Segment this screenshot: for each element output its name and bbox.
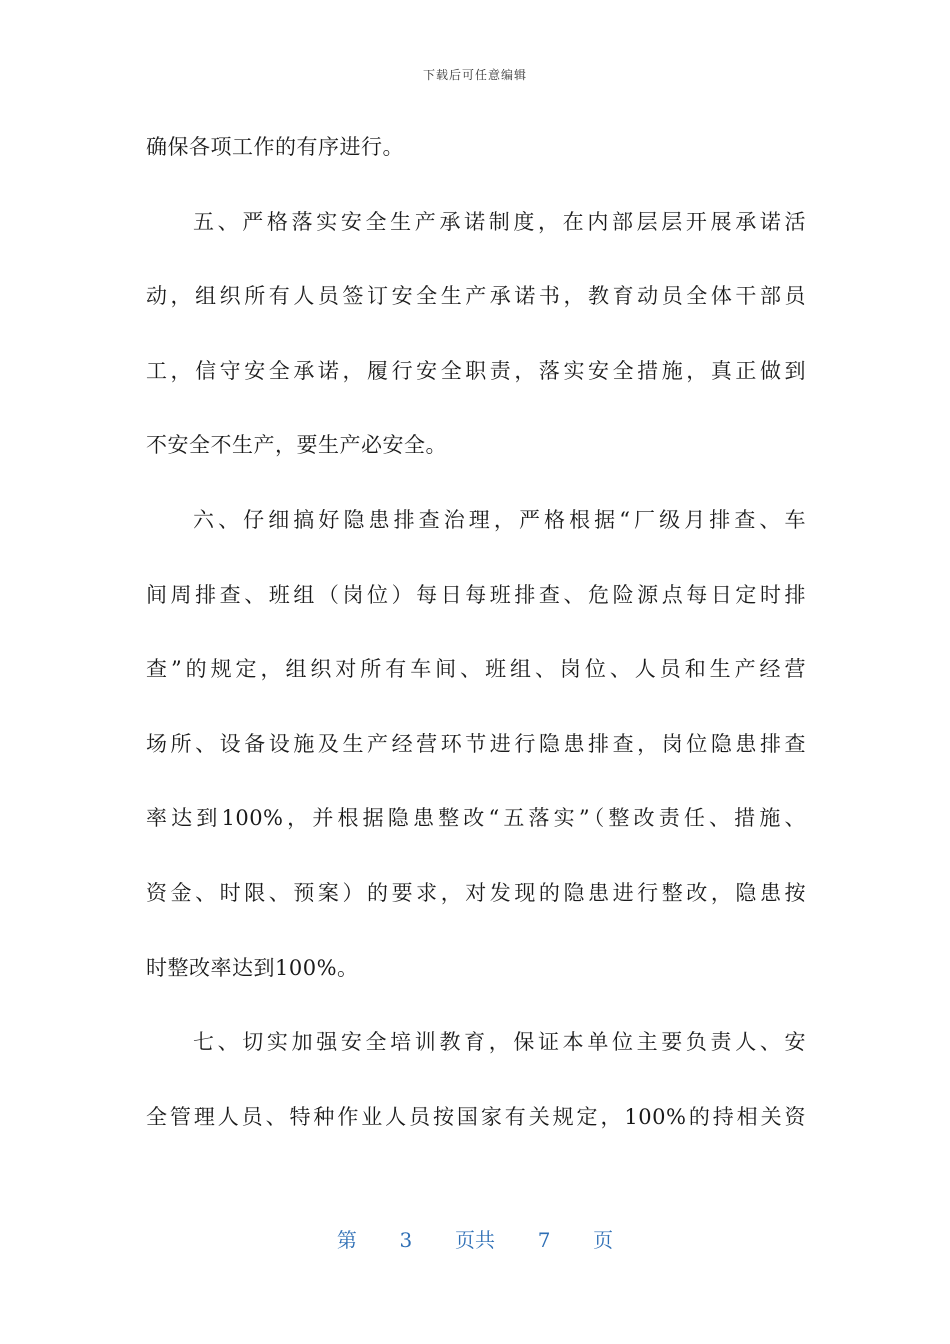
- text-line: 场所、设备设施及生产经营环节进行隐患排查，岗位隐患排查: [146, 731, 806, 756]
- text-line: 五、严格落实安全生产承诺制度，在内部层层开展承诺活: [193, 209, 806, 234]
- text-line: 动，组织所有人员签订安全生产承诺书，教育动员全体干部员: [146, 284, 806, 309]
- text-line: 间周排查、班组（岗位）每日每班排查、危险源点每日定时排: [146, 582, 806, 607]
- text-line: 率达到100%，并根据隐患整改“五落实”（整改责任、措施、: [146, 806, 806, 831]
- document-body: [146, 110, 806, 1154]
- page-label-suffix: 页: [593, 1228, 614, 1252]
- text-line: 七、切实加强安全培训教育，保证本单位主要负责人、安: [193, 1030, 806, 1055]
- page-label-prefix: 第: [336, 1228, 357, 1252]
- text-line: 确保各项工作的有序进行。: [146, 135, 404, 159]
- text-line: 六、仔细搞好隐患排查治理，严格根据“厂级月排查、车: [193, 507, 806, 532]
- page-footer: [0, 1224, 950, 1253]
- current-page-number: 3: [399, 1228, 413, 1252]
- page-header: 下载后可任意编辑: [422, 68, 527, 82]
- text-line: 全管理人员、特种作业人员按国家有关规定，100%的持相关资: [146, 1104, 806, 1129]
- page-label-middle: 页共: [455, 1228, 495, 1252]
- text-line: 不安全不生产，要生产必安全。: [146, 433, 447, 458]
- total-pages-number: 7: [537, 1228, 551, 1252]
- text-line: 工，信守安全承诺，履行安全职责，落实安全措施，真正做到: [146, 358, 806, 383]
- text-line: 时整改率达到100%。: [146, 955, 359, 980]
- text-line: 资金、时限、预案）的要求，对发现的隐患进行整改，隐患按: [146, 880, 806, 905]
- text-line: 查”的规定，组织对所有车间、班组、岗位、人员和生产经营: [146, 657, 806, 682]
